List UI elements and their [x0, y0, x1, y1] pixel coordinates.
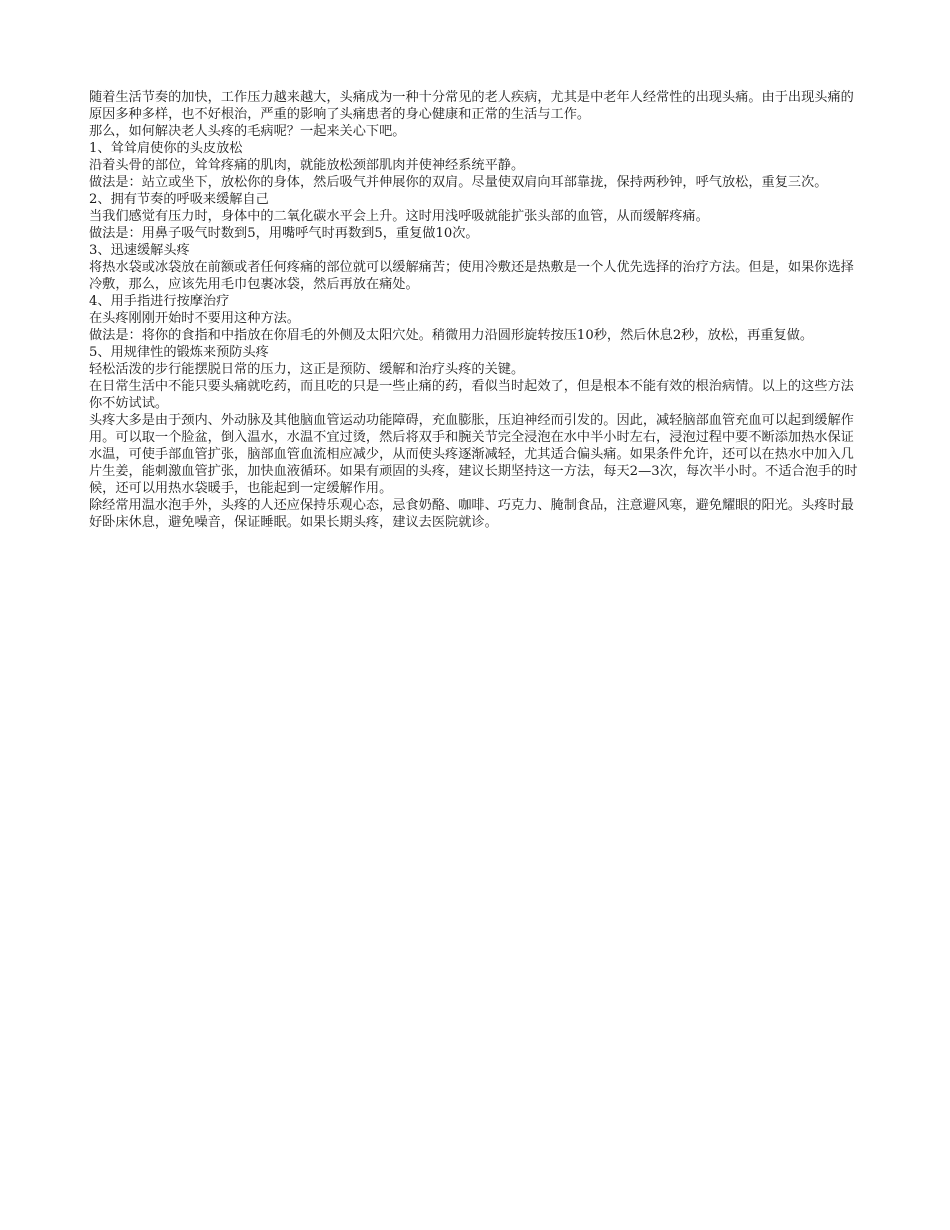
hand-soak-paragraph: 头疼大多是由于颈内、外动脉及其他脑血管运动功能障碍，充血膨胀，压迫神经而引发的。因此，减轻脑部血管充血可以起到缓解作用。可以取一个脸盆，倒入温水，水温不宜过烫，然后将双手和腕关节完全浸泡在水中半小时左右，浸泡过程中要不断添加热水保证水温，可使手部血管扩张，脑部血管血流相应减少，从而使头疼逐渐减轻，尤其适合偏头痛。如果条件允许，还可以在热水中加入几片生姜，能刺激血管扩张，加快血液循环。如果有顽固的头疼，建议长期坚持这一方法，每天2—3次，每次半小时。不适合泡手的时候，还可以用热水袋暖手，也能起到一定缓解作用。 — [89, 413, 858, 496]
section-heading-1: 1、耸耸肩使你的头皮放松 — [89, 141, 243, 156]
section-4-method: 做法是：将你的食指和中指放在你眉毛的外侧及太阳穴处。稍微用力沿圆形旋转按压10秒，然后休息2秒，放松，再重复做。 — [89, 328, 814, 343]
section-heading-4: 4、用手指进行按摩治疗 — [89, 294, 230, 309]
summary-paragraph: 在日常生活中不能只要头痛就吃药，而且吃的只是一些止痛的药，看似当时起效了，但是根本不能有效的根治病情。以上的这些方法你不妨试试。 — [89, 379, 854, 411]
closing-paragraph: 除经常用温水泡手外，头疼的人还应保持乐观心态，忌食奶酪、咖啡、巧克力、腌制食品，注意避风寒，避免耀眼的阳光。头疼时最好卧床休息，避免噪音，保证睡眠。如果长期头疼，建议去医院就诊。 — [89, 498, 854, 530]
document-body — [89, 89, 864, 531]
section-4-text: 在头疼刚刚开始时不要用这种方法。 — [89, 311, 300, 326]
section-1-text: 沿着头骨的部位，耸耸疼痛的肌肉，就能放松颈部肌肉并使神经系统平静。 — [89, 158, 525, 173]
section-1-method: 做法是：站立或坐下，放松你的身体，然后吸气并伸展你的双肩。尽量使双肩向耳部靠拢，保持两秒钟，呼气放松，重复三次。 — [89, 175, 828, 190]
intro-question: 那么，如何解决老人头疼的毛病呢？一起来关心下吧。 — [89, 124, 406, 139]
intro-paragraph: 随着生活节奏的加快，工作压力越来越大，头痛成为一种十分常见的老人疾病，尤其是中老年人经常性的出现头痛。由于出现头痛的原因多种多样，也不好根治，严重的影响了头痛患者的身心健康和正常的生活与工作。 — [89, 90, 854, 122]
section-3-text: 将热水袋或冰袋放在前额或者任何疼痛的部位就可以缓解痛苦；使用冷敷还是热敷是一个人优先选择的治疗方法。但是，如果你选择冷敷，那么，应该先用毛巾包裹冰袋，然后再放在痛处。 — [89, 260, 854, 292]
section-heading-3: 3、迅速缓解头疼 — [89, 243, 190, 258]
section-2-text: 当我们感觉有压力时，身体中的二氧化碳水平会上升。这时用浅呼吸就能扩张头部的血管，从而缓解疼痛。 — [89, 209, 709, 224]
section-2-method: 做法是：用鼻子吸气时数到5，用嘴呼气时再数到5，重复做10次。 — [89, 226, 479, 241]
section-5-text: 轻松活泼的步行能摆脱日常的压力，这正是预防、缓解和治疗头疼的关键。 — [89, 362, 525, 377]
section-heading-2: 2、拥有节奏的呼吸来缓解自己 — [89, 192, 269, 207]
section-heading-5: 5、用规律性的锻炼来预防头疼 — [89, 345, 269, 360]
